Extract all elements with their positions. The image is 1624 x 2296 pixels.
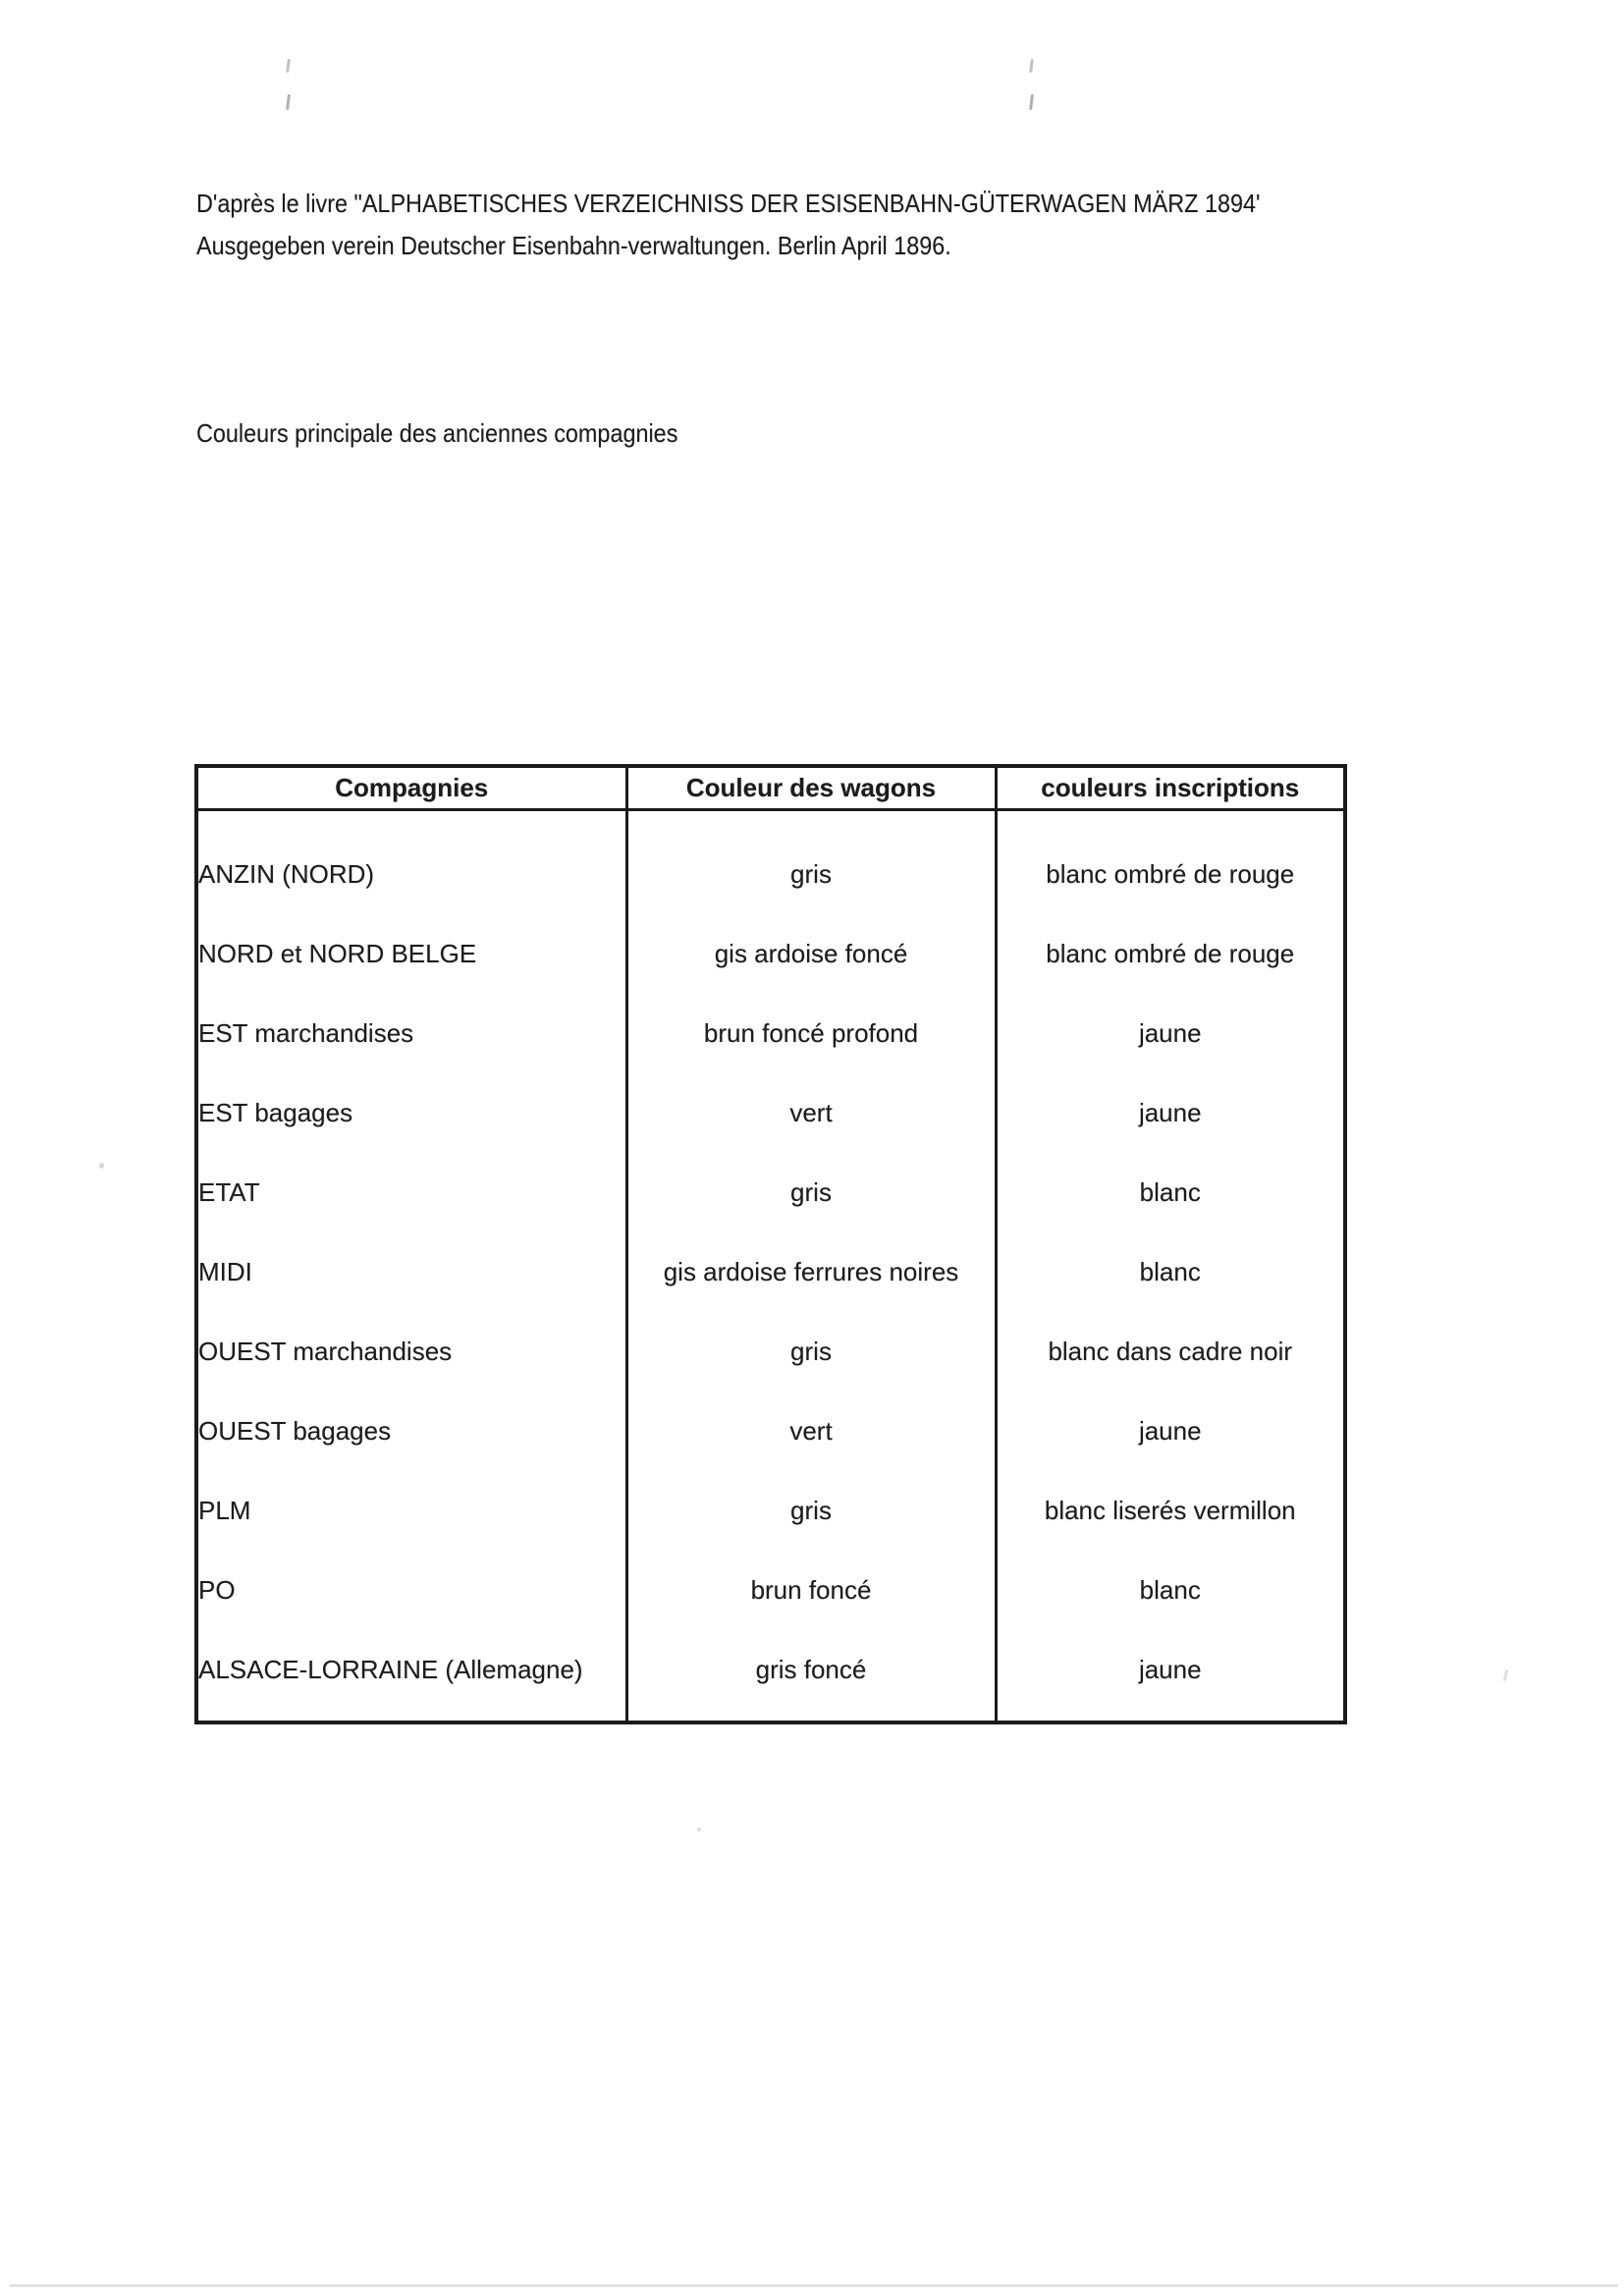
cell-compagnie: OUEST bagages: [196, 1392, 626, 1471]
company-colors-table: [194, 764, 1347, 1724]
cell-compagnie: ANZIN (NORD): [196, 835, 626, 914]
table-row: [196, 994, 1345, 1073]
cell-couleur-inscriptions: blanc dans cadre noir: [996, 1312, 1345, 1392]
table-row: [196, 1630, 1345, 1710]
cell-compagnie: NORD et NORD BELGE: [196, 914, 626, 994]
cell-couleur-wagons: gris: [626, 1312, 996, 1392]
cell-couleur-wagons: gris foncé: [626, 1630, 996, 1710]
scan-artifact-speck: [99, 1163, 104, 1169]
scan-artifact-mark: [1029, 94, 1034, 110]
table-row: [196, 835, 1345, 914]
section-title: Couleurs principale des anciennes compagnies: [196, 418, 678, 448]
cell-compagnie: PO: [196, 1551, 626, 1630]
table-row: [196, 1232, 1345, 1312]
cell-couleur-wagons: vert: [626, 1392, 996, 1471]
table-row: [196, 1073, 1345, 1153]
cell-couleur-inscriptions: blanc ombré de rouge: [996, 914, 1345, 994]
cell-compagnie: ETAT: [196, 1153, 626, 1232]
cell-couleur-inscriptions: jaune: [996, 1630, 1345, 1710]
table-header-row: [196, 766, 1345, 810]
cell-couleur-wagons: gis ardoise foncé: [626, 914, 996, 994]
column-header-compagnies: Compagnies: [196, 766, 626, 810]
cell-couleur-wagons: brun foncé profond: [626, 994, 996, 1073]
table-row: [196, 1551, 1345, 1630]
scan-edge-line: [10, 2284, 1618, 2287]
cell-couleur-inscriptions: jaune: [996, 1392, 1345, 1471]
column-header-couleurs-inscriptions: couleurs inscriptions: [996, 766, 1345, 810]
table-spacer-row: [196, 1710, 1345, 1722]
table-row: [196, 1153, 1345, 1232]
cell-couleur-wagons: brun foncé: [626, 1551, 996, 1630]
table-spacer-row: [196, 810, 1345, 835]
cell-couleur-inscriptions: jaune: [996, 994, 1345, 1073]
cell-couleur-inscriptions: jaune: [996, 1073, 1345, 1153]
cell-couleur-wagons: gris: [626, 835, 996, 914]
cell-couleur-inscriptions: blanc: [996, 1551, 1345, 1630]
cell-compagnie: EST marchandises: [196, 994, 626, 1073]
source-note: [196, 183, 1379, 267]
cell-couleur-wagons: vert: [626, 1073, 996, 1153]
source-note-line2: Ausgegeben verein Deutscher Eisenbahn-verwaltungen. Berlin April 1896.: [196, 231, 951, 260]
cell-compagnie: ALSACE-LORRAINE (Allemagne): [196, 1630, 626, 1710]
table-row: [196, 1392, 1345, 1471]
scan-artifact-speck: [697, 1828, 701, 1831]
table-row: [196, 914, 1345, 994]
table-row: [196, 1312, 1345, 1392]
cell-couleur-inscriptions: blanc liserés vermillon: [996, 1471, 1345, 1551]
cell-couleur-wagons: gris: [626, 1153, 996, 1232]
source-note-line1: D'après le livre "ALPHABETISCHES VERZEICHNISS DER ESISENBAHN-GÜTERWAGEN MÄRZ 1894': [196, 189, 1261, 218]
cell-couleur-inscriptions: blanc ombré de rouge: [996, 835, 1345, 914]
column-header-couleur-wagons: Couleur des wagons: [626, 766, 996, 810]
cell-couleur-inscriptions: blanc: [996, 1153, 1345, 1232]
scan-artifact-mark: [1029, 59, 1034, 73]
cell-compagnie: EST bagages: [196, 1073, 626, 1153]
cell-compagnie: PLM: [196, 1471, 626, 1551]
cell-compagnie: OUEST marchandises: [196, 1312, 626, 1392]
cell-compagnie: MIDI: [196, 1232, 626, 1312]
scan-artifact-mark: [286, 59, 291, 73]
cell-couleur-wagons: gis ardoise ferrures noires: [626, 1232, 996, 1312]
cell-couleur-inscriptions: blanc: [996, 1232, 1345, 1312]
scan-artifact-mark: [1503, 1669, 1508, 1681]
table-row: [196, 1471, 1345, 1551]
scan-artifact-mark: [286, 94, 291, 110]
cell-couleur-wagons: gris: [626, 1471, 996, 1551]
